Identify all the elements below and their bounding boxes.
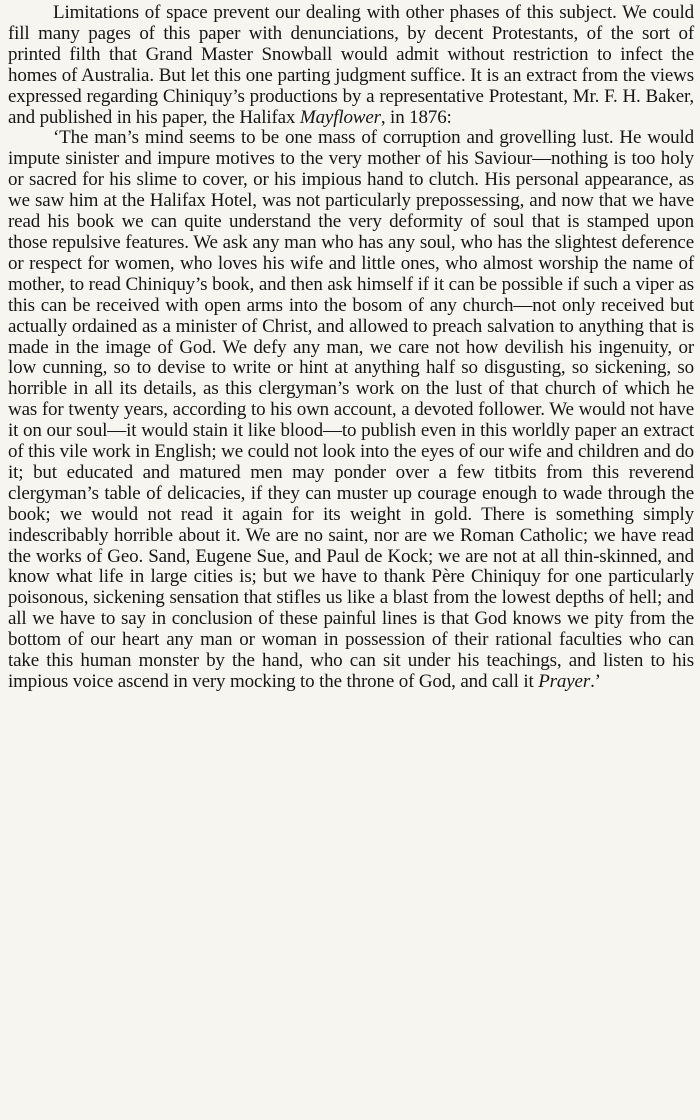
prayer-word: Prayer: [538, 671, 591, 692]
intro-paragraph: [8, 3, 694, 128]
quote-text: ‘The man’s mind seems to be one mass of corruption and grovelling lust. He would impute sinister and impure motives to the very mother of his Saviour—nothing is too holy or sacred for his slime to cover, or his impious hand to clutch. His personal appearance, as we saw him at the Halifax Hotel, was not particularly prepossessing, and now that we have read his book we can quite understand the very deformity of soul that is stamped upon those repulsive features. We ask any man who has any soul, who has the slightest deference or respect for women, who loves his wife and little ones, who almost worship the name of mother, to read Chiniquy’s book, and then ask himself if it can be possible if such a viper as this can be received with open arms into the bosom of any church—not only received but actually ordained as a minister of Christ, and allowed to preach salvation to anything that is made in the image of God. We defy any man, we care not how devilish his ingenuity, or low cunning, so to devise to write or hint at anything half so disgusting, so sickening, so horrible in all its details, as this clergyman’s work on the lust of that church of which he was for twenty years, according to his own account, a devoted follower. We would not have it on our soul—it would stain it like blood—to publish even in this worldly paper an extract of this vile work in English; we could not look into the eyes of our wife and children and do it; but educated and matured men may ponder over a few titbits from this reverend clergyman’s table of delicacies, if they can muster up courage enough to wade through the book; we would not read it again for its weight in gold. There is something simply indescribably horrible about it. We are no saint, nor are we Roman Catholic; we have read the works of Geo. Sand, Eugene Sue, and Paul de Kock; we are not at all thin-skinned, and know what life in large cities is; but we have to thank Père Chiniquy for one particularly poisonous, sickening sensation that stifles us like a blast from the lowest depths of hell; and all we have to say in conclusion of these painful lines is that God knows we pity from the bottom of our heart any man or woman in possession of their rational faculties who can take this human monster by the hand, who can sit under his teachings, and listen to his impious voice ascend in very mocking to the throne of God, and call it: [8, 127, 694, 692]
newspaper-column: [8, 3, 694, 1115]
intro-text: Limitations of space prevent our dealing with other phases of this subject. We could fill many pages of this paper with denunciations, by decent Protestants, of the sort of printed filth that Grand Master Snowball would admit without restriction to infect the homes of Australia. But let this one parting judgment suffice. It is an extract from the views expressed regarding Chiniquy’s productions by a representative Protestant, Mr. F. H. Baker, and published in his paper, the Halifax: [8, 2, 694, 128]
intro-text-end: , in 1876:: [380, 106, 452, 128]
mayflower-title: Mayflower: [299, 106, 381, 128]
quote-text-end: .’: [590, 671, 601, 692]
quoted-paragraph: [8, 128, 694, 692]
